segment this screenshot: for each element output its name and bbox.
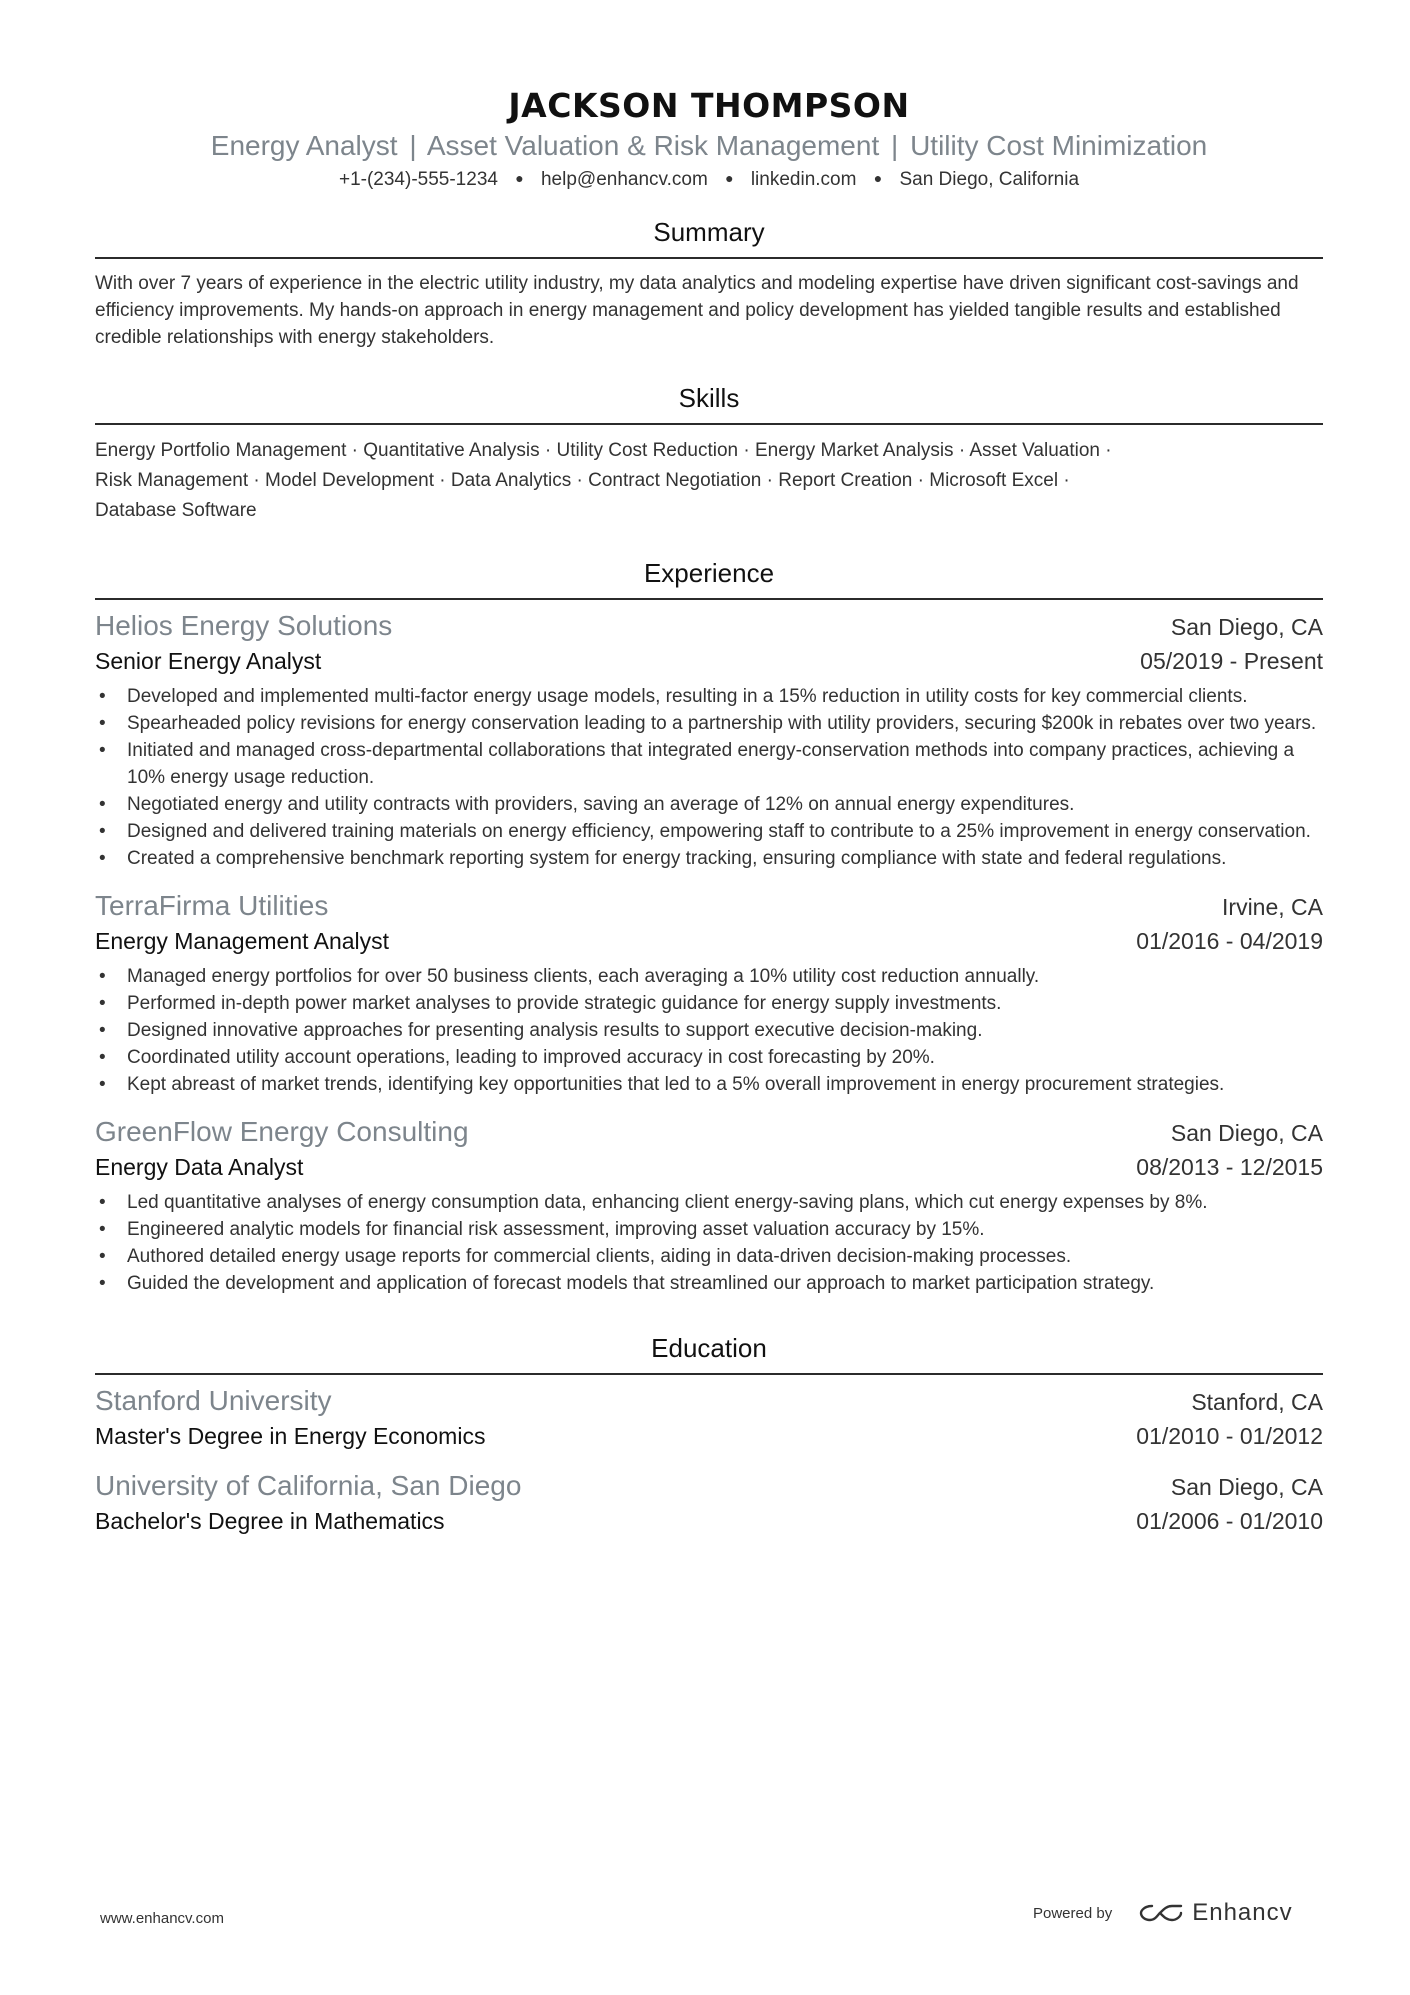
- job-dates: 01/2016 - 04/2019: [1136, 928, 1323, 954]
- education-entry: [95, 1468, 1323, 1537]
- bullet-item: • Managed energy portfolios for over 50 business clients, each averaging a 10% utility cost reduction annually.: [95, 963, 1323, 990]
- tagline-separator: |: [409, 130, 417, 161]
- experience-entry: [95, 888, 1323, 1098]
- resume-page: [95, 0, 1323, 1537]
- education-section: [95, 1331, 1323, 1537]
- tagline-title: Energy Analyst: [210, 130, 398, 161]
- bullet-item: • Initiated and managed cross-departmental collaborations that integrated energy-conservation methods into company practices, achieving a 10% energy usage reduction.: [95, 737, 1323, 791]
- job-location: San Diego, CA: [1170, 614, 1323, 640]
- school-name: Stanford University: [95, 1385, 332, 1416]
- entry-subheader: [95, 1505, 1323, 1537]
- enhancv-logo-icon: [1138, 1901, 1184, 1925]
- entry-header: [95, 888, 1323, 925]
- tagline-specialty: Asset Valuation & Risk Management: [426, 130, 880, 161]
- tagline: [95, 128, 1323, 164]
- entry-header: [95, 608, 1323, 645]
- company-name: Helios Energy Solutions: [95, 610, 393, 641]
- job-location: Irvine, CA: [1222, 894, 1323, 920]
- bullet-item: • Performed in-depth power market analyses to provide strategic guidance for energy supply investments.: [95, 990, 1323, 1017]
- entry-header: [95, 1114, 1323, 1151]
- tagline-focus: Utility Cost Minimization: [910, 130, 1208, 161]
- bullet-item: • Designed innovative approaches for presenting analysis results to support executive decision-making.: [95, 1017, 1323, 1044]
- experience-section: [95, 556, 1323, 1297]
- candidate-name: JACKSON THOMPSON: [508, 86, 910, 125]
- job-title: Energy Data Analyst: [95, 1154, 304, 1180]
- section-title-summary: Summary: [95, 215, 1323, 259]
- education-entry: [95, 1383, 1323, 1452]
- job-title: Senior Energy Analyst: [95, 648, 322, 674]
- education-dates: 01/2006 - 01/2010: [1136, 1508, 1323, 1534]
- bullet-separator: ●: [515, 170, 524, 186]
- job-dates: 05/2019 - Present: [1140, 648, 1323, 674]
- footer-website[interactable]: www.enhancv.com: [100, 1910, 224, 1927]
- job-dates: 08/2013 - 12/2015: [1136, 1154, 1323, 1180]
- section-title-education: Education: [95, 1331, 1323, 1375]
- degree: Master's Degree in Energy Economics: [95, 1423, 486, 1449]
- entry-subheader: [95, 925, 1323, 957]
- bullet-item: • Negotiated energy and utility contracts with providers, saving an average of 12% on annual energy expenditures.: [95, 791, 1323, 818]
- bullet-item: • Developed and implemented multi-factor energy usage models, resulting in a 15% reduction in utility costs for key commercial clients.: [95, 683, 1323, 710]
- resume-header: [95, 0, 1323, 193]
- enhancv-wordmark[interactable]: Enhancv: [1192, 1899, 1293, 1926]
- job-bullets: [95, 1189, 1323, 1297]
- entry-subheader: [95, 1151, 1323, 1183]
- summary-text: With over 7 years of experience in the electric utility industry, my data analytics and modeling expertise have driven significant cost-savings and efficiency improvements. My hands-on approach in energy management and policy development has yielded tangible results and established credible relationships with energy stakeholders.: [95, 273, 1299, 348]
- skills-section: [95, 381, 1323, 526]
- entry-subheader: [95, 645, 1323, 677]
- job-location: San Diego, CA: [1170, 1120, 1323, 1146]
- section-title-experience: Experience: [95, 556, 1323, 600]
- contact-info: [95, 165, 1323, 193]
- bullet-item: • Spearheaded policy revisions for energy conservation leading to a partnership with utility providers, securing $200k in rebates over two years.: [95, 710, 1323, 737]
- skills-line: Energy Portfolio Management · Quantitative Analysis · Utility Cost Reduction · Energy Market Analysis · Asset Valuation ·: [95, 440, 1112, 461]
- bullet-item: • Designed and delivered training materials on energy efficiency, empowering staff to contribute to a 25% improvement in energy conservation.: [95, 818, 1323, 845]
- school-location: Stanford, CA: [1191, 1389, 1323, 1415]
- experience-entry: [95, 608, 1323, 872]
- bullet-separator: ●: [725, 170, 734, 186]
- degree: Bachelor's Degree in Mathematics: [95, 1508, 445, 1534]
- experience-entry: [95, 1114, 1323, 1297]
- section-title-skills: Skills: [95, 381, 1323, 425]
- entry-header: [95, 1383, 1323, 1420]
- job-bullets: [95, 683, 1323, 872]
- bullet-item: • Guided the development and application of forecast models that streamlined our approach to market participation strategy.: [95, 1270, 1323, 1297]
- skills-line: Risk Management · Model Development · Data Analytics · Contract Negotiation · Report Creation · Microsoft Excel ·: [95, 470, 1070, 491]
- powered-by-label: Powered by: [1033, 1904, 1113, 1922]
- company-name: GreenFlow Energy Consulting: [95, 1116, 469, 1147]
- school-location: San Diego, CA: [1170, 1474, 1323, 1500]
- bullet-item: • Coordinated utility account operations, leading to improved accuracy in cost forecasting by 20%.: [95, 1044, 1323, 1071]
- footer-branding: [1033, 1899, 1293, 1927]
- job-title: Energy Management Analyst: [95, 928, 390, 954]
- bullet-item: • Authored detailed energy usage reports for commercial clients, aiding in data-driven decision-making processes.: [95, 1243, 1323, 1270]
- contact-location: San Diego, California: [899, 169, 1080, 190]
- tagline-separator: |: [891, 130, 899, 161]
- skills-list: [95, 436, 1323, 526]
- summary-section: [95, 215, 1323, 351]
- contact-email[interactable]: help@enhancv.com: [540, 169, 708, 190]
- company-name: TerraFirma Utilities: [95, 890, 329, 921]
- entry-header: [95, 1468, 1323, 1505]
- bullet-separator: ●: [873, 170, 883, 186]
- bullet-item: • Led quantitative analyses of energy consumption data, enhancing client energy-saving plans, which cut energy expenses by 8%.: [95, 1189, 1323, 1216]
- education-dates: 01/2010 - 01/2012: [1136, 1423, 1323, 1449]
- skills-line: Database Software: [95, 500, 257, 521]
- bullet-item: • Engineered analytic models for financial risk assessment, improving asset valuation accuracy by 15%.: [95, 1216, 1323, 1243]
- school-name: University of California, San Diego: [95, 1470, 522, 1501]
- entry-subheader: [95, 1420, 1323, 1452]
- bullet-item: • Created a comprehensive benchmark reporting system for energy tracking, ensuring compliance with state and federal regulations.: [95, 845, 1323, 872]
- job-bullets: [95, 963, 1323, 1098]
- contact-linkedin[interactable]: linkedin.com: [750, 169, 857, 190]
- bullet-item: • Kept abreast of market trends, identifying key opportunities that led to a 5% overall improvement in energy procurement strategies.: [95, 1071, 1323, 1098]
- contact-phone[interactable]: +1-(234)-555-1234: [338, 169, 498, 190]
